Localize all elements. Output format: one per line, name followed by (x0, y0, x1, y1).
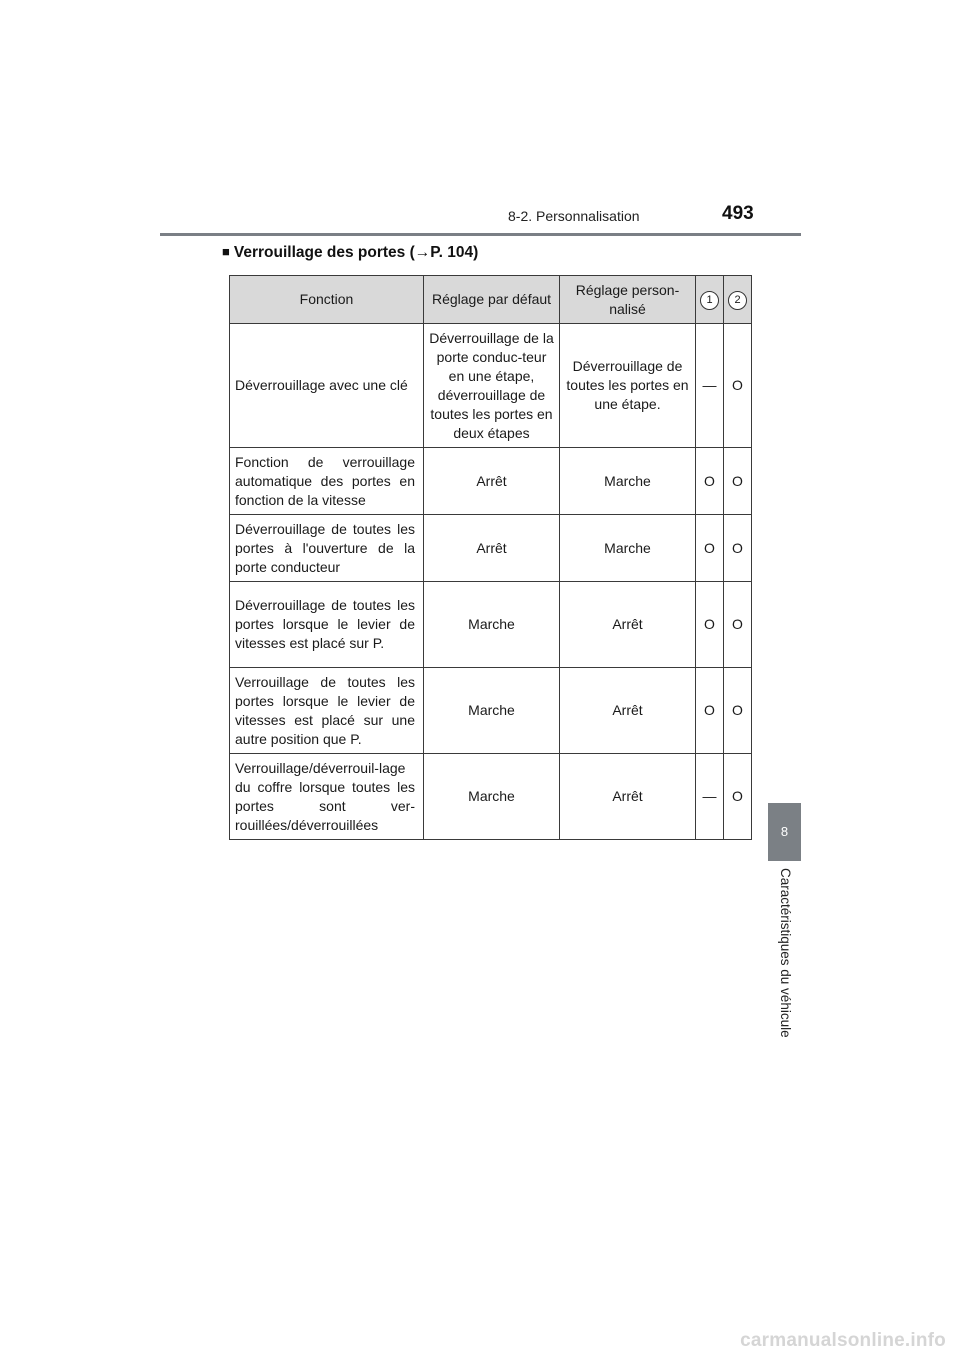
table-row (230, 582, 752, 668)
page-number: 493 (722, 203, 754, 224)
cell-custom: Marche (560, 515, 696, 582)
chapter-label: Caractéristiques du véhicule (778, 868, 793, 1038)
cell-col-2: O (724, 448, 752, 515)
header-col-2 (724, 276, 752, 324)
header-function: Fonction (230, 276, 424, 324)
table-row (230, 754, 752, 840)
table-header-row (230, 276, 752, 324)
header-custom-setting: Réglage person-nalisé (560, 276, 696, 324)
header-default-setting: Réglage par défaut (424, 276, 560, 324)
cell-function: Déverrouillage de toutes les portes à l'ouverture de la porte conducteur (230, 515, 424, 582)
cell-custom: Arrêt (560, 668, 696, 754)
watermark: carmanualsonline.info (740, 1330, 946, 1351)
cell-function: Déverrouillage de toutes les portes lorsque le levier de vitesses est placé sur P. (230, 582, 424, 668)
table-row (230, 515, 752, 582)
cell-default: Arrêt (424, 448, 560, 515)
cell-col-2: O (724, 582, 752, 668)
cell-col-1: O (696, 515, 724, 582)
door-lock-settings-table (229, 275, 752, 840)
cell-function: Verrouillage/déverrouil-lage du coffre lorsque toutes les portes sont ver-rouillées/déverrouillées (230, 754, 424, 840)
cell-default: Déverrouillage de la porte conduc-teur en une étape, déverrouillage de toutes les portes en deux étapes (424, 324, 560, 448)
table-row (230, 668, 752, 754)
cell-col-2: O (724, 754, 752, 840)
cell-col-2: O (724, 668, 752, 754)
circled-number-2-icon: 2 (728, 291, 747, 310)
section-heading-text: Verrouillage des portes (→P. 104) (233, 244, 479, 261)
cell-col-2: O (724, 515, 752, 582)
cell-custom: Arrêt (560, 582, 696, 668)
chapter-tab: 8 (768, 803, 801, 861)
table-row (230, 324, 752, 448)
table-row (230, 448, 752, 515)
cell-function: Déverrouillage avec une clé (230, 324, 424, 448)
cell-col-1: O (696, 582, 724, 668)
cell-col-1: — (696, 754, 724, 840)
cell-col-1: O (696, 448, 724, 515)
cell-default: Marche (424, 582, 560, 668)
header-section-title: 8-2. Personnalisation (508, 208, 640, 224)
section-heading (222, 244, 478, 262)
header-col-1 (696, 276, 724, 324)
header-divider (160, 233, 801, 236)
cell-col-1: O (696, 668, 724, 754)
cell-default: Arrêt (424, 515, 560, 582)
cell-col-1: — (696, 324, 724, 448)
cell-function: Verrouillage de toutes les portes lorsque le levier de vitesses est placé sur une autre position que P. (230, 668, 424, 754)
cell-function: Fonction de verrouillage automatique des portes en fonction de la vitesse (230, 448, 424, 515)
cell-custom: Arrêt (560, 754, 696, 840)
cell-custom: Marche (560, 448, 696, 515)
circled-number-1-icon: 1 (700, 291, 719, 310)
square-bullet-icon: ■ (222, 244, 230, 259)
cell-custom: Déverrouillage de toutes les portes en une étape. (560, 324, 696, 448)
cell-col-2: O (724, 324, 752, 448)
cell-default: Marche (424, 668, 560, 754)
cell-default: Marche (424, 754, 560, 840)
